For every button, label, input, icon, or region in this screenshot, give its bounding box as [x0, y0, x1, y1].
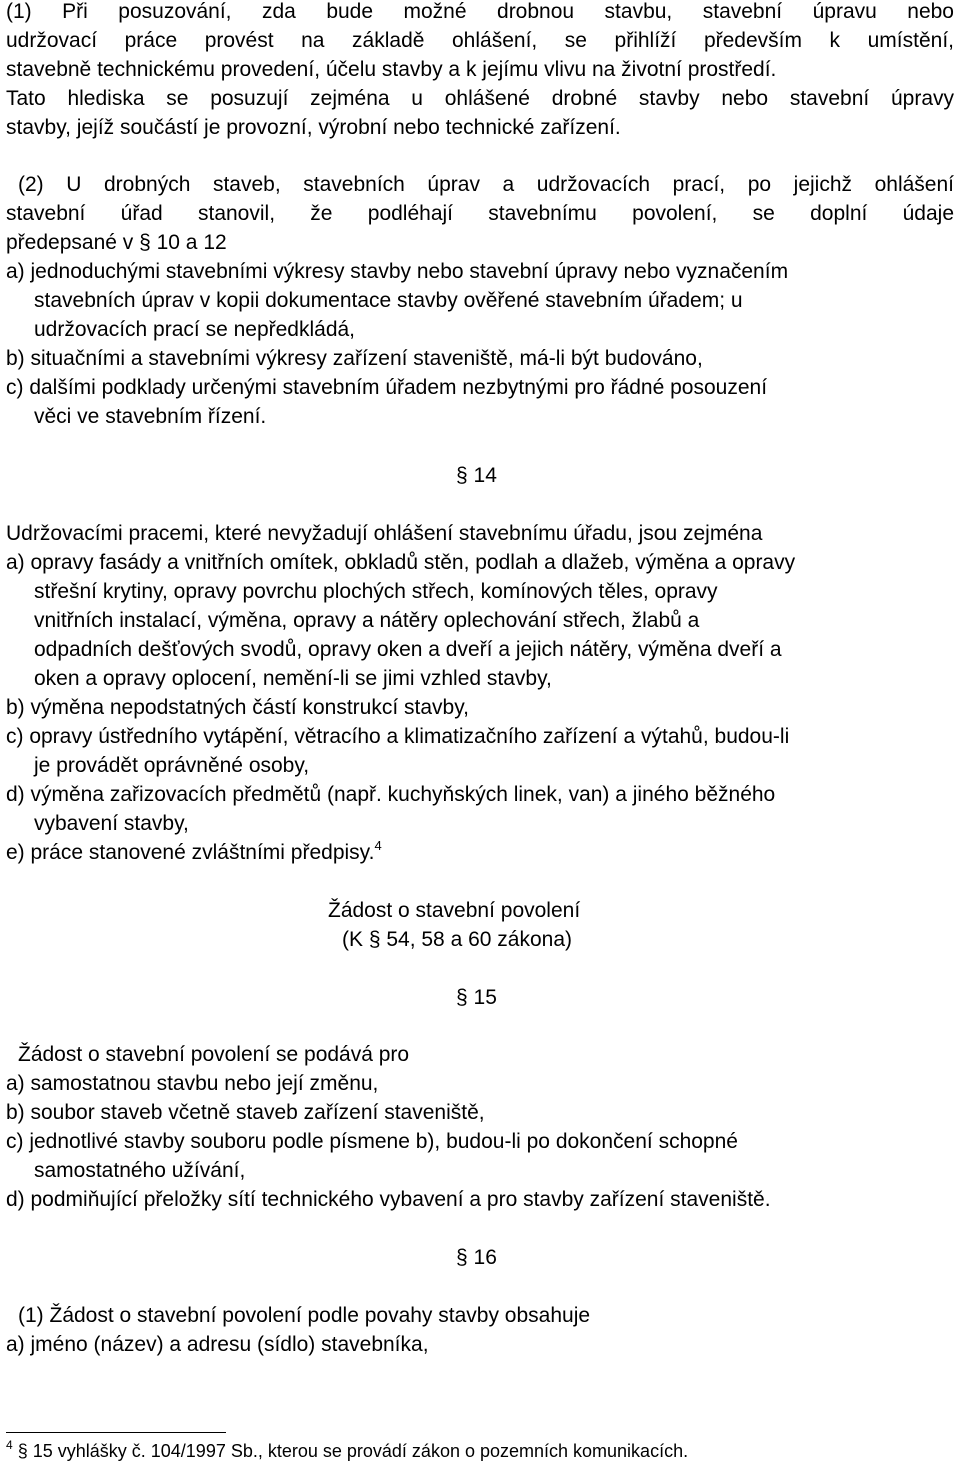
section-14-item-a: a) opravy fasády a vnitřních omítek, obkladů stěn, podlah a dlažeb, výměna a opravy — [6, 551, 796, 574]
paragraph-1-line: Tato hlediska se posuzují zejména u ohlášené drobné stavby nebo stavební úpravy — [6, 87, 954, 110]
section-14-item-a-cont: odpadních dešťových svodů, opravy oken a dveří a jejich nátěry, výměna dveří a — [34, 638, 782, 661]
heading-zadost-title: Žádost o stavební povolení — [328, 899, 581, 922]
section-15-intro: Žádost o stavební povolení se podává pro — [18, 1043, 410, 1066]
section-14-item-d: d) výměna zařizovacích předmětů (např. kuchyňských linek, van) a jiného běžného — [6, 783, 776, 806]
paragraph-2-item-a-cont: udržovacích prací se nepředkládá, — [34, 318, 356, 341]
paragraph-2-line: stavební úřad stanovil, že podléhají stavebnímu povolení, se doplní údaje — [6, 202, 954, 225]
paragraph-2-line: předepsané v § 10 a 12 — [6, 231, 227, 254]
paragraph-2-item-c: c) dalšími podklady určenými stavebním úřadem nezbytnými pro řádné posouzení — [6, 376, 768, 399]
section-14-item-b: b) výměna nepodstatných částí konstrukcí stavby, — [6, 696, 469, 719]
section-14-item-d-cont: vybavení stavby, — [34, 812, 189, 835]
section-15-item-c-cont: samostatného užívání, — [34, 1159, 246, 1182]
section-14-intro: Udržovacími pracemi, které nevyžadují ohlášení stavebnímu úřadu, jsou zejména — [6, 522, 763, 545]
paragraph-2-line: (2) U drobných staveb, stavebních úprav a udržovacích prací, po jejichž ohlášení — [18, 173, 954, 196]
section-14-item-a-cont: oken a opravy oplocení, nemění-li se jimi vzhled stavby, — [34, 667, 552, 690]
section-16-intro: (1) Žádost o stavební povolení podle povahy stavby obsahuje — [18, 1304, 591, 1327]
footnote-mark: 4 — [6, 1438, 13, 1452]
paragraph-2-item-a-cont: stavebních úprav v kopii dokumentace stavby ověřené stavebním úřadem; u — [34, 289, 743, 312]
section-15-heading: § 15 — [456, 986, 497, 1009]
section-14-item-c-cont: je provádět oprávněné osoby, — [34, 754, 310, 777]
section-15-item-c: c) jednotlivé stavby souboru podle písmene b), budou-li po dokončení schopné — [6, 1130, 738, 1153]
footnote-reference: 4 — [374, 838, 382, 853]
paragraph-1-line: stavebně technickému provedení, účelu stavby a k jejímu vlivu na životní prostředí. — [6, 58, 777, 81]
paragraph-2-item-c-cont: věci ve stavebním řízení. — [34, 405, 267, 428]
section-15-item-d: d) podmiňující přeložky sítí technického vybavení a pro stavby zařízení staveniště. — [6, 1188, 771, 1211]
paragraph-1-line: udržovací práce provést na základě ohlášení, se přihlíží především k umístění, — [6, 29, 954, 52]
footnote-divider — [6, 1432, 226, 1433]
footnote — [6, 1440, 688, 1462]
section-14-item-e — [6, 838, 382, 867]
footnote-text: § 15 vyhlášky č. 104/1997 Sb., kterou se provádí zákon o pozemních komunikacích. — [17, 1441, 689, 1461]
section-15-item-a: a) samostatnou stavbu nebo její změnu, — [6, 1072, 379, 1095]
paragraph-1-line: (1) Při posuzování, zda bude možné drobnou stavbu, stavební úpravu nebo — [6, 0, 954, 23]
section-14-item-c: c) opravy ústředního vytápění, větracího a klimatizačního zařízení a výtahů, budou-li — [6, 725, 790, 748]
section-16-item-a: a) jméno (název) a adresu (sídlo) stavebníka, — [6, 1333, 429, 1356]
heading-zadost-subtitle: (K § 54, 58 a 60 zákona) — [342, 928, 572, 951]
section-14-item-a-cont: vnitřních instalací, výměna, opravy a nátěry oplechování střech, žlabů a — [34, 609, 700, 632]
paragraph-2-item-a: a) jednoduchými stavebními výkresy stavby nebo stavební úpravy nebo vyznačením — [6, 260, 789, 283]
paragraph-1-line: stavby, jejíž součástí je provozní, výrobní nebo technické zařízení. — [6, 116, 621, 139]
section-16-heading: § 16 — [456, 1246, 497, 1269]
section-15-item-b: b) soubor staveb včetně staveb zařízení staveniště, — [6, 1101, 485, 1124]
section-14-item-e-text: e) práce stanovené zvláštními předpisy. — [6, 841, 375, 864]
paragraph-2-item-b: b) situačními a stavebními výkresy zařízení staveniště, má-li být budováno, — [6, 347, 703, 370]
section-14-item-a-cont: střešní krytiny, opravy povrchu plochých střech, komínových těles, opravy — [34, 580, 718, 603]
section-14-heading: § 14 — [456, 464, 497, 487]
